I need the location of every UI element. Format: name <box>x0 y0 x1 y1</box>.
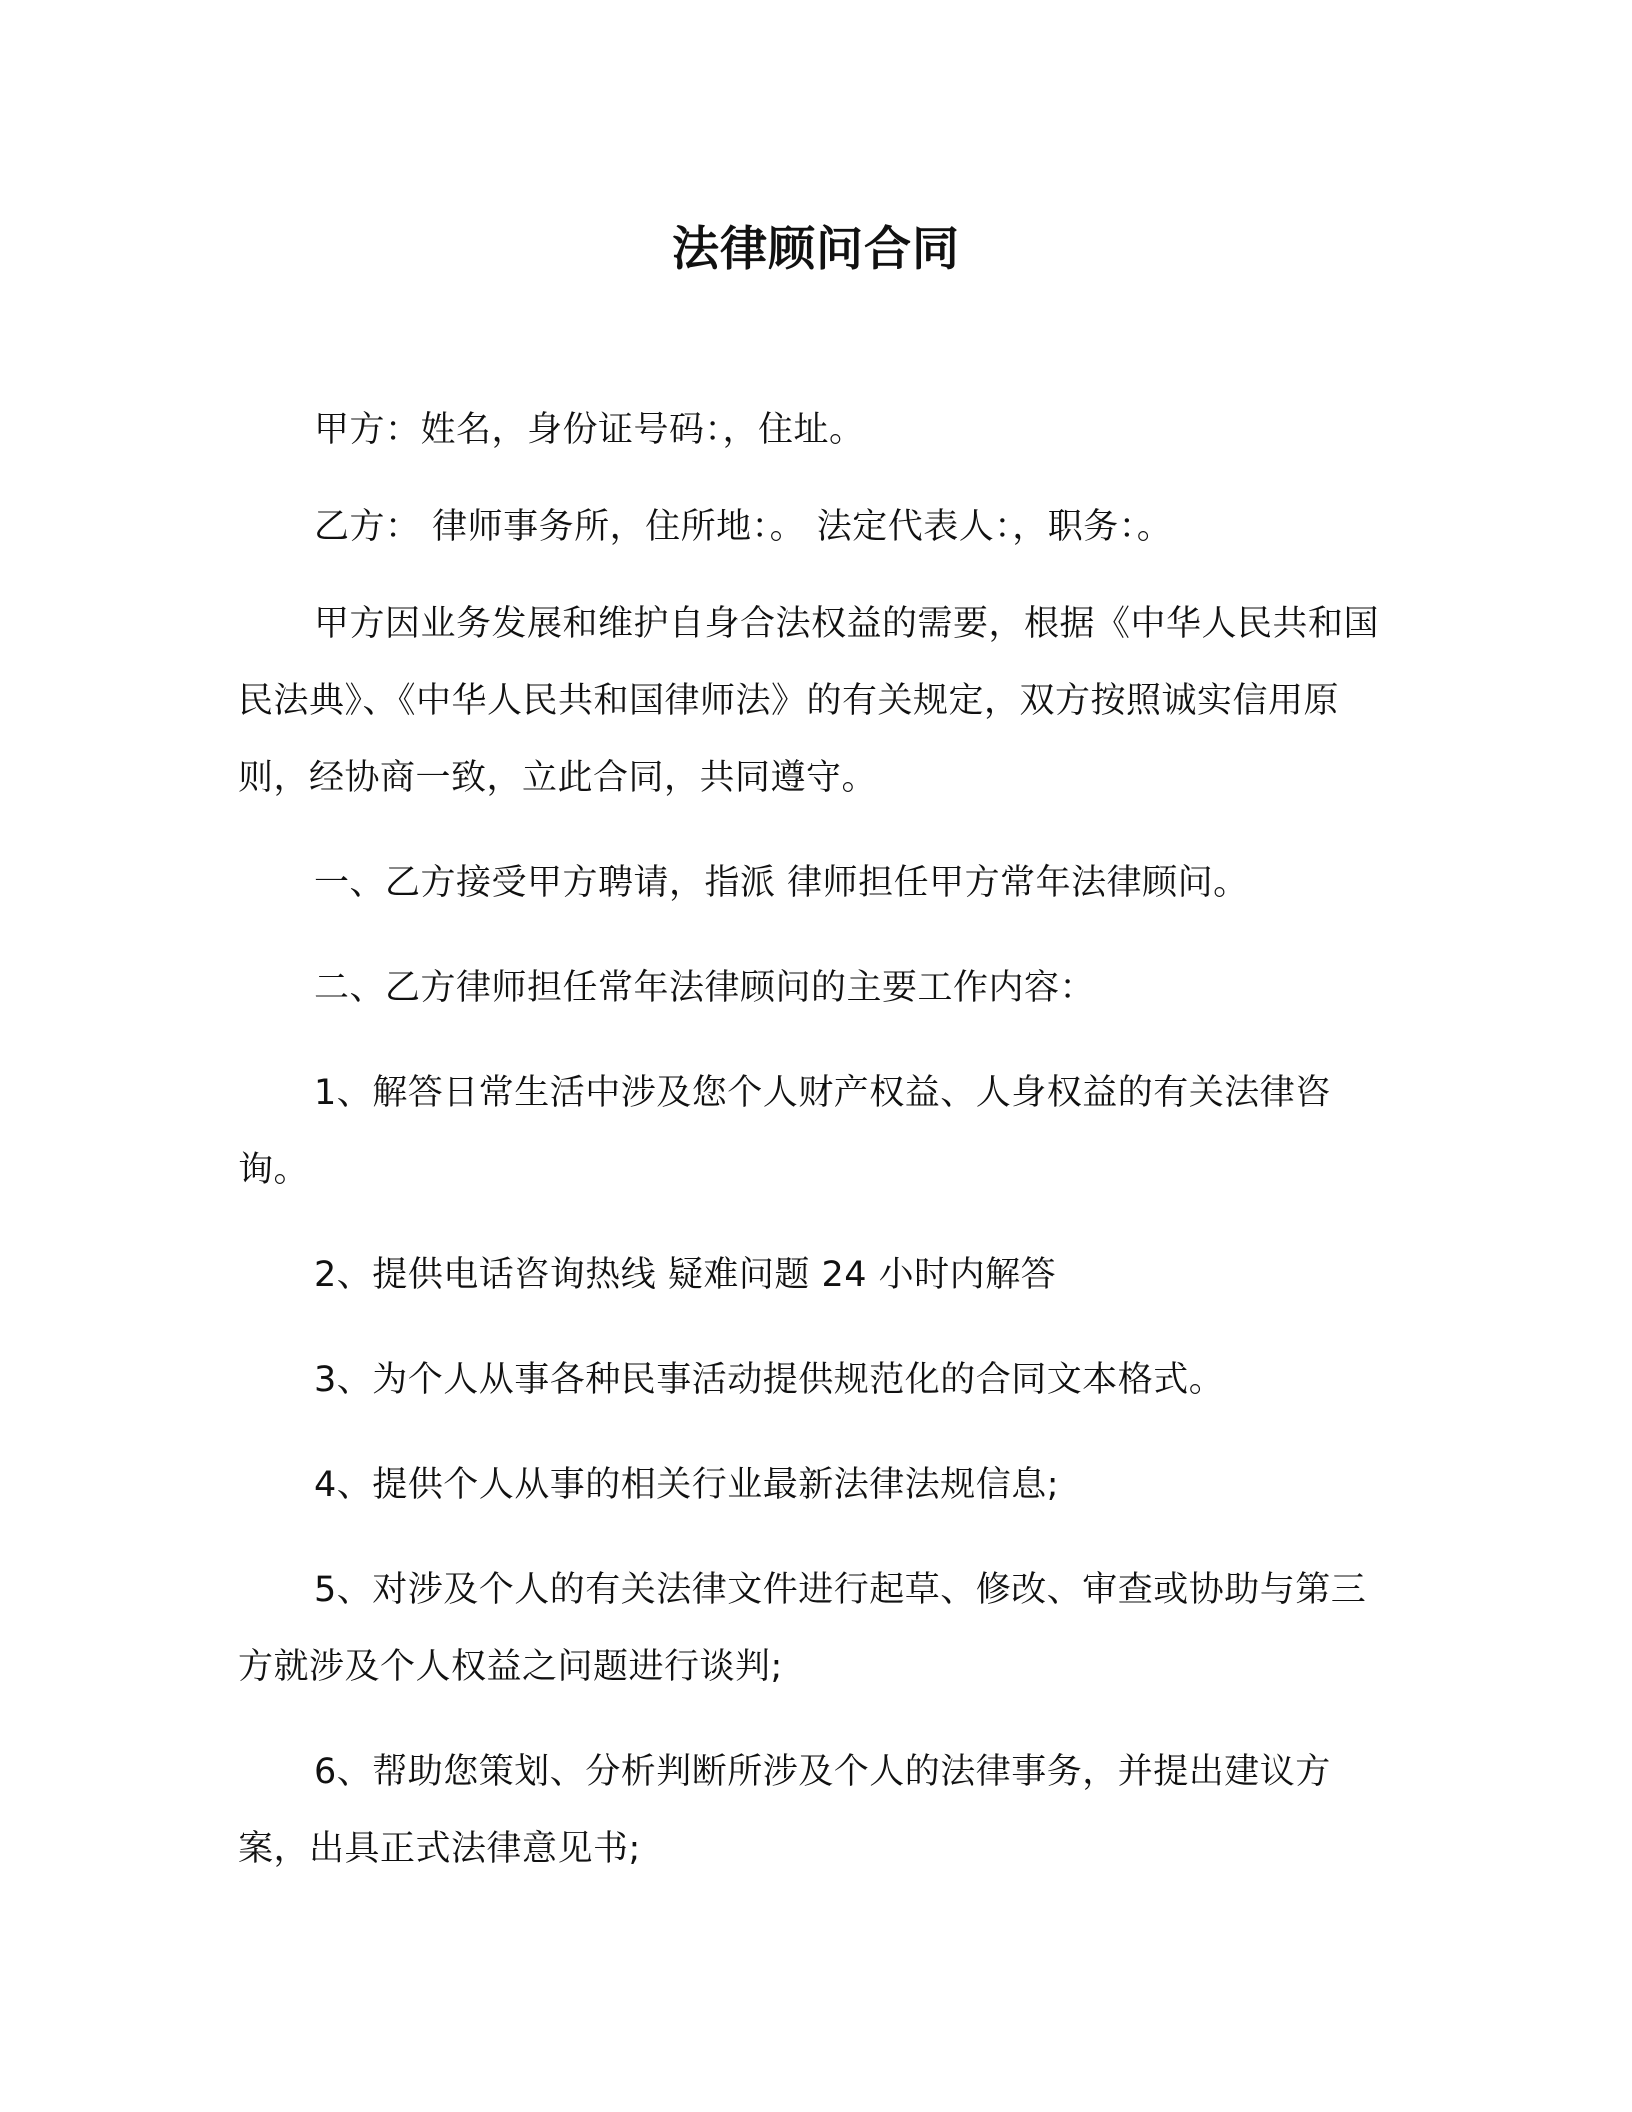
party-a-paragraph: 甲方：姓名，身份证号码：，住址。 <box>314 410 865 450</box>
work-item-4: 4、提供个人从事的相关行业最新法律法规信息; <box>314 1465 1060 1505</box>
document-body <box>238 392 1398 1916</box>
work-item-2: 2、提供电话咨询热线 疑难问题 24 小时内解答 <box>314 1255 1057 1295</box>
document-title: 法律顾问合同 <box>672 222 960 277</box>
clause-1-paragraph: 一、乙方接受甲方聘请，指派 律师担任甲方常年法律顾问。 <box>314 863 1249 903</box>
party-b-paragraph: 乙方： 律师事务所，住所地：。 法定代表人：，职务：。 <box>314 507 1173 547</box>
work-item-5: 5、对涉及个人的有关法律文件进行起草、修改、审查或协助与第三方就涉及个人权益之问题进行谈判; <box>238 1570 1367 1687</box>
work-item-1: 1、解答日常生活中涉及您个人财产权益、人身权益的有关法律咨询。 <box>238 1073 1331 1190</box>
work-item-6: 6、帮助您策划、分析判断所涉及个人的法律事务，并提出建议方案，出具正式法律意见书; <box>238 1752 1331 1869</box>
preamble-paragraph: 甲方因业务发展和维护自身合法权益的需要，根据《中华人民共和国民法典》、《中华人民共和国律师法》的有关规定，双方按照诚实信用原则，经协商一致，立此合同，共同遵守。 <box>238 604 1380 798</box>
work-item-3: 3、为个人从事各种民事活动提供规范化的合同文本格式。 <box>314 1360 1225 1400</box>
clause-2-heading: 二、乙方律师担任常年法律顾问的主要工作内容： <box>314 968 1096 1008</box>
